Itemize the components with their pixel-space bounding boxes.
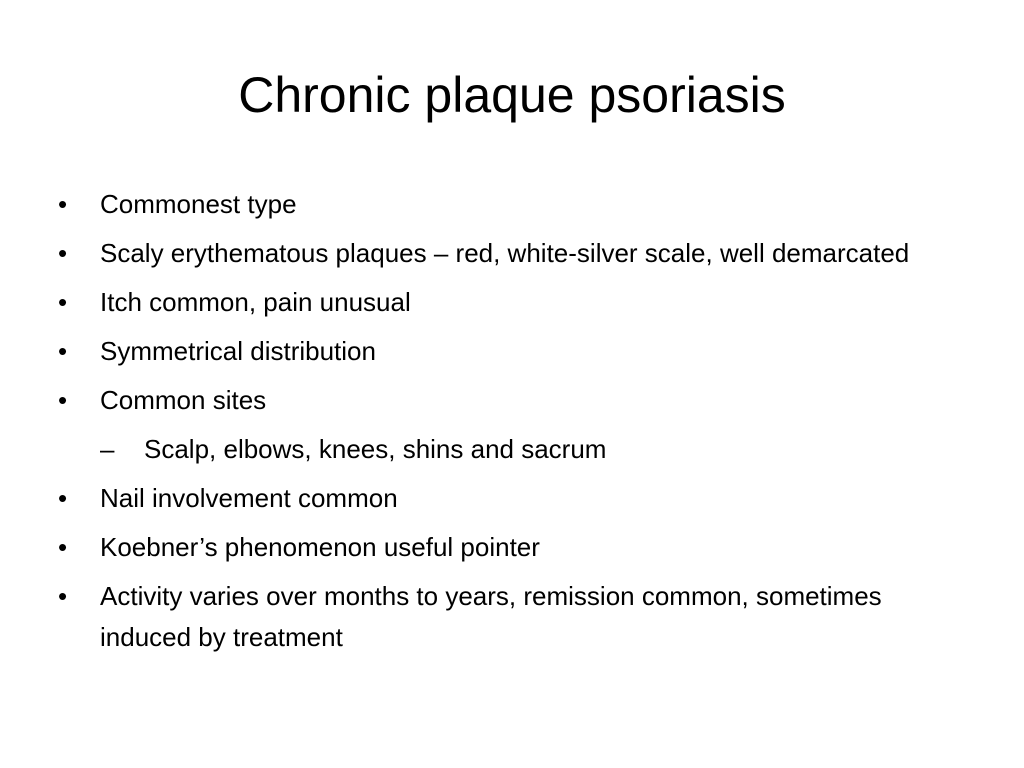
bullet-text: Koebner’s phenomenon useful pointer [100,532,540,562]
bullet-item [58,478,938,519]
bullet-text: Itch common, pain unusual [100,287,411,317]
slide-title: Chronic plaque psoriasis [238,67,786,123]
bullet-text: Scaly erythematous plaques – red, white-silver scale, well demarcated [100,238,910,268]
bullet-marker: • [58,336,68,366]
bullet-item [58,380,938,421]
bullet-item [58,331,938,372]
bullet-marker: • [58,287,68,317]
bullet-text: Activity varies over months to years, remission common, sometimes induced by treatment [100,581,882,652]
bullet-item [58,576,938,658]
sub-bullet-item [58,429,938,470]
bullet-text: Nail involvement common [100,483,398,513]
bullet-marker: • [58,189,68,219]
bullet-text: Symmetrical distribution [100,336,376,366]
bullet-marker: • [58,581,68,611]
bullet-item [58,527,938,568]
sub-bullet-marker: – [100,434,115,464]
bullet-marker: • [58,532,68,562]
bullet-item [58,184,938,225]
bullet-text: Common sites [100,385,267,415]
bullet-item [58,233,938,274]
bullet-marker: • [58,385,68,415]
sub-bullet-text: Scalp, elbows, knees, shins and sacrum [144,434,607,464]
bullet-marker: • [58,483,68,513]
bullet-text: Commonest type [100,189,297,219]
bullet-list [58,184,938,666]
bullet-item [58,282,938,323]
bullet-marker: • [58,238,68,268]
